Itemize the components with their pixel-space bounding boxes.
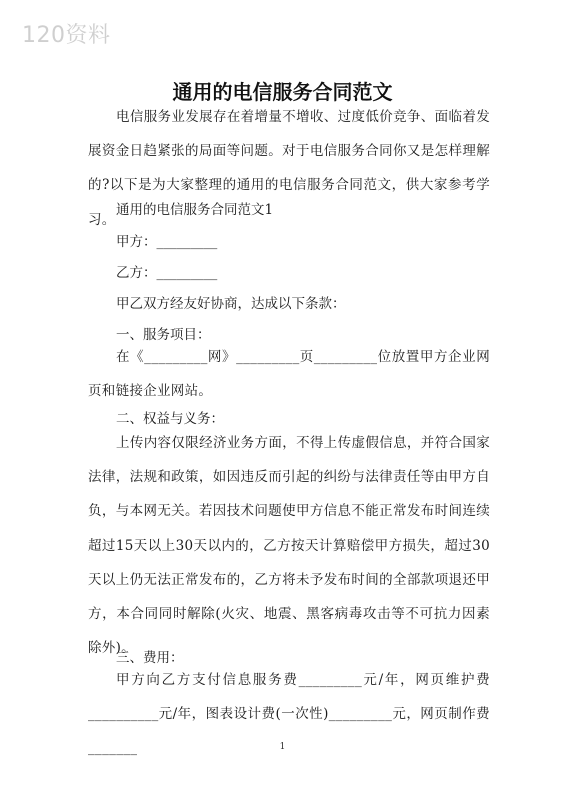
section1-heading: 一、服务项目： bbox=[116, 327, 211, 343]
section2-body: 上传内容仅限经济业务方面，不得上传虚假信息，并符合国家法律，法规和政策，如因违反而引起的纠纷与法律责任等由甲方自负，与本网无关。若因技术问题使甲方信息不能正常发布时间连续超过15天以上30天以内的，乙方按天计算赔偿甲方损失，超过30天以上仍无法正常发布的，乙方将未予发布时间的全部款项退还甲方，本合同同时解除(火灾、地震、黑客病毒攻击等不可抗力因素除外)。 bbox=[88, 435, 490, 657]
section2-heading: 二、权益与义务： bbox=[116, 411, 224, 427]
section1-body: 在《_________网》_________页_________位放置甲方企业网页和链接企业网站。 bbox=[88, 349, 490, 400]
page-title: 通用的电信服务合同范文 bbox=[172, 80, 393, 104]
watermark-logo: 120资料 bbox=[22, 23, 111, 48]
section3-heading: 三、费用： bbox=[116, 650, 184, 666]
agreement-statement: 甲乙双方经友好协商，达成以下条款： bbox=[116, 296, 346, 312]
section3-body: 甲方向乙方支付信息服务费_________元/年，网页维护费__________元/年，图表设计费(一次性)_________元，网页制作费_______ bbox=[88, 672, 490, 757]
intro-paragraph: 电信服务业发展存在着增量不增收、过度低价竞争、面临着发展资金日趋紧张的局面等问题。对于电信服务合同你又是怎样理解的?以下是为大家整理的通用的电信服务合同范文，供大家参考学习。 bbox=[88, 109, 490, 228]
page-number: 1 bbox=[279, 742, 286, 752]
party-b-field: 乙方：_________ bbox=[116, 265, 218, 281]
party-a-field: 甲方：_________ bbox=[116, 234, 218, 250]
contract-subtitle: 通用的电信服务合同范文1 bbox=[116, 202, 274, 218]
